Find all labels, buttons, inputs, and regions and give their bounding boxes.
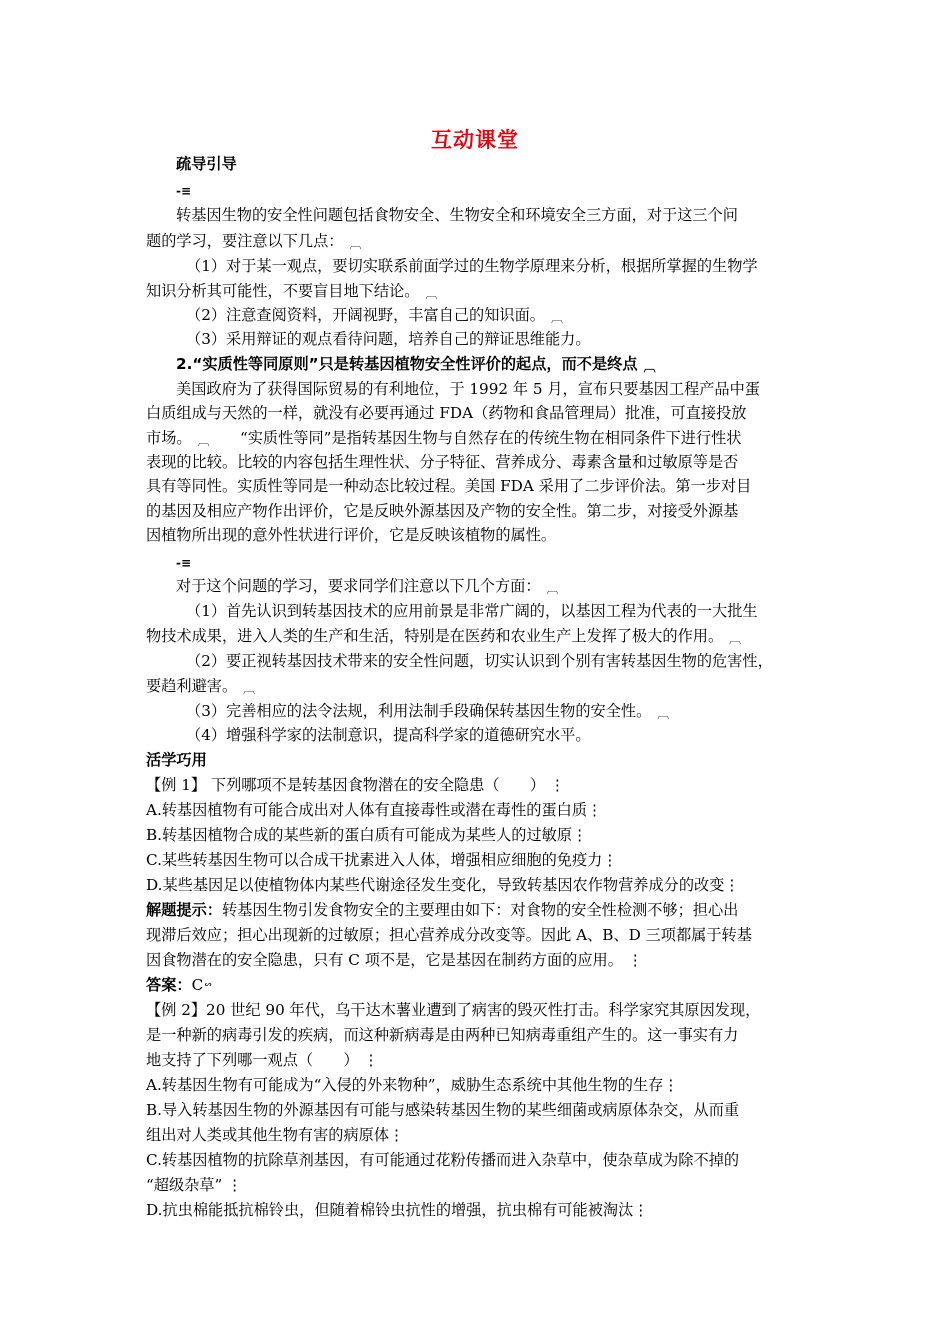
answer-value: C — [191, 976, 204, 994]
bracket-mark-icon: ︹ — [243, 682, 256, 696]
answer-line — [146, 975, 816, 998]
paragraph-line: 的基因及相应产物作出评价，它是反映外源基因及产物的安全性。第二步，对接受外源基 — [146, 502, 739, 520]
bracket-mark-icon: ︹ — [425, 287, 438, 301]
paragraph-line: 表现的比较。比较的内容包括生理性状、分子特征、营养成分、毒素含量和过敏原等是否 — [146, 453, 739, 471]
option-a: A.转基因植物有可能合成出对人体有直接毒性或潜在毒性的蛋白质⋮ — [146, 801, 603, 819]
hint-label: 解题提示： — [146, 901, 222, 919]
bracket-mark-icon: ︹ — [643, 360, 656, 374]
list-item: （2）要正视转基因技术带来的安全性问题，切实认识到个别有害转基因生物的危害性， — [186, 652, 773, 670]
option-b: 组出对人类或其他生物有害的病原体⋮ — [146, 1126, 405, 1144]
section-heading-practice: 活学巧用 — [146, 751, 207, 769]
example-question: 地支持了下列哪一观点（ ） ⋮ — [146, 1051, 379, 1069]
example-question: 是一种新的病毒引发的疾病，而这种新病毒是由两种已知病毒重组产生的。这一事实有力 — [146, 1026, 739, 1044]
section-heading-guide: 疏导引导 — [176, 155, 237, 173]
paragraph-line: 因植物所出现的意外性状进行评价，它是反映该植物的属性。 — [146, 526, 557, 544]
bracket-mark-icon: ︹ — [657, 707, 670, 721]
paragraph-line: 白质组成与天然的一样，就没有必要再通过 FDA（药物和食品管理局）批准，可直接投放 — [146, 404, 747, 422]
paragraph-line: 对于这个问题的学习，要求同学们注意以下几个方面： ︹ — [176, 576, 816, 599]
page-title: 互动课堂 — [431, 128, 519, 152]
bracket-mark-icon: ︹ — [546, 582, 559, 596]
bracket-mark-icon: ︹ — [197, 434, 210, 448]
paragraph-line: 市场。 ︹ “实质性等同”是指转基因生物与自然存在的传统生物在相同条件下进行性状 — [146, 428, 816, 451]
option-c: C.转基因植物的抗除草剂基因，有可能通过花粉传播而进入杂草中，使杂草成为除不掉的 — [146, 1151, 740, 1169]
list-item: 知识分析其可能性，不要盲目地下结论。 ︹ — [146, 281, 816, 304]
list-item: （1）首先认识到转基因技术的应用前景是非常广阔的，以基因工程为代表的一大批生 — [186, 602, 758, 620]
section-heading-principle: 2.“实质性等同原则”只是转基因植物安全性评价的起点，而不是终点 ︹ — [176, 354, 816, 377]
section-marker: -≡ — [176, 184, 192, 198]
squiggle-mark-icon: ᔥ — [204, 981, 212, 995]
option-d: D.抗虫棉能抵抗棉铃虫，但随着棉铃虫抗性的增强，抗虫棉有可能被淘汰⋮ — [146, 1201, 649, 1219]
section-marker: -≡ — [176, 556, 192, 570]
bracket-mark-icon: ︹ — [729, 632, 742, 646]
paragraph-line: 美国政府为了获得国际贸易的有利地位，于 1992 年 5 月，宣布只要基因工程产品中蛋 — [176, 380, 760, 398]
bracket-mark-icon: ︹ — [550, 311, 563, 325]
option-b: B.转基因植物合成的某些新的蛋白质有可能成为某些人的过敏原⋮ — [146, 826, 588, 844]
example-question: 【例 1】 下列哪项不是转基因食物潜在的安全隐患（ ） ⋮ — [146, 776, 566, 794]
list-item: （3）采用辩证的观点看待问题，培养自己的辩证思维能力。 — [186, 330, 591, 348]
option-a: A.转基因生物有可能成为“入侵的外来物种”，威胁生态系统中其他生物的生存⋮ — [146, 1076, 679, 1094]
option-d: D.某些基因足以使植物体内某些代谢途径发生变化，导致转基因农作物营养成分的改变⋮ — [146, 876, 740, 894]
list-item: 要趋利避害。 ︹ — [146, 676, 816, 699]
hint-line: 因食物潜在的安全隐患，只有 C 项不是，它是基因在制药方面的应用。 ⋮ — [146, 951, 643, 969]
paragraph-line: 转基因生物的安全性问题包括食物安全、生物安全和环境安全三方面，对于这三个问 — [176, 206, 738, 224]
hint-line: 现滞后效应；担心出现新的过敏原；担心营养成分改变等。因此 A、B、D 三项都属于转基 — [146, 926, 752, 944]
list-item: （1）对于某一观点，要切实联系前面学过的生物学原理来分析，根据所掌握的生物学 — [186, 257, 758, 275]
list-item: 物技术成果，进入人类的生产和生活，特别是在医药和农业生产上发挥了极大的作用。 ︹ — [146, 626, 816, 649]
list-item: （3）完善相应的法令法规，利用法制手段确保转基因生物的安全性。 ︹ — [186, 701, 816, 724]
option-c: “超级杂草” ⋮ — [146, 1176, 243, 1194]
list-item: （2）注意查阅资料，开阔视野，丰富自己的知识面。 ︹ — [186, 305, 816, 328]
paragraph-line: 具有等同性。实质性等同是一种动态比较过程。美国 FDA 采用了二步评价法。第一步对目 — [146, 477, 752, 495]
option-b: B.导入转基因生物的外源基因有可能与感染转基因生物的某些细菌或病原体杂交，从而重 — [146, 1101, 740, 1119]
paragraph-line: 题的学习，要注意以下几点： ︹ — [146, 231, 816, 254]
bracket-mark-icon: ︹ — [349, 237, 362, 251]
example-question: 【例 2】20 世纪 90 年代，乌干达木薯业遭到了病害的毁灭性打击。科学家究其原因发现， — [146, 1001, 761, 1019]
answer-label: 答案： — [146, 976, 192, 994]
list-item: （4）增强科学家的法制意识，提高科学家的道德研究水平。 — [186, 726, 591, 744]
hint-line: 解题提示：转基因生物引发食物安全的主要理由如下：对食物的安全性检测不够；担心出 — [146, 901, 739, 919]
option-c: C.某些转基因生物可以合成干扰素进入人体，增强相应细胞的免疫力⋮ — [146, 851, 618, 869]
